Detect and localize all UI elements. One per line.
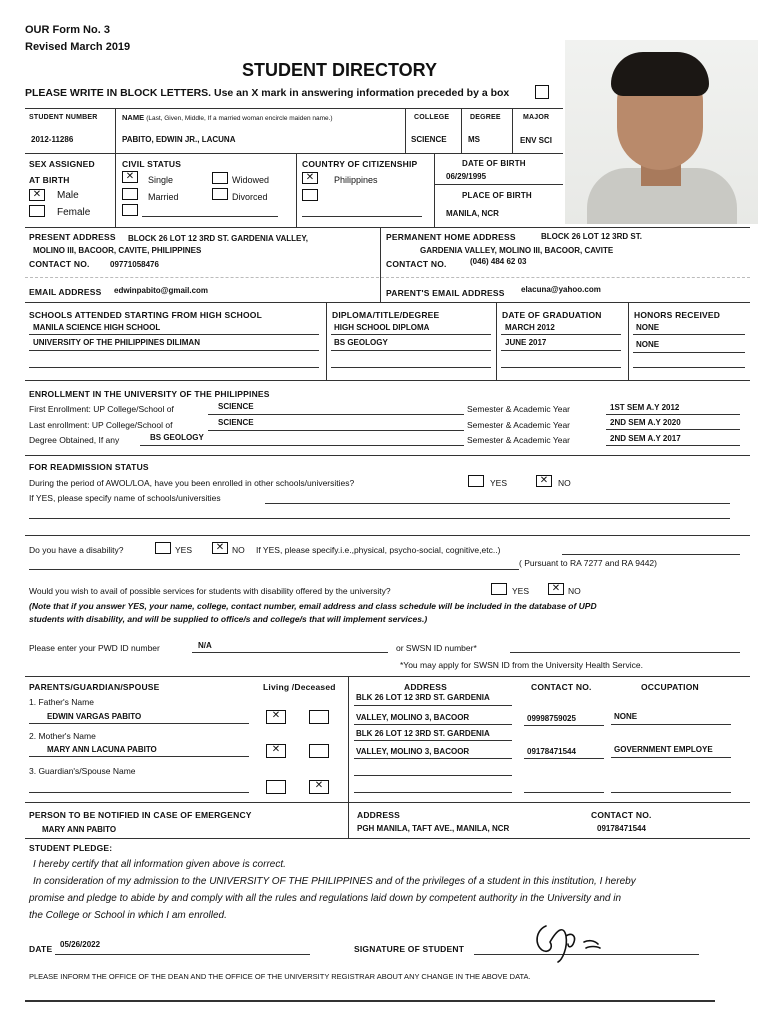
signature-label: SIGNATURE OF STUDENT — [354, 944, 465, 954]
first-sem-value[interactable]: 1ST SEM A.Y 2012 — [610, 403, 680, 412]
emergency-contact-label: CONTACT NO. — [591, 810, 652, 820]
present-address-line2[interactable]: MOLINO III, BACOOR, CAVITE, PHILIPPINES — [33, 246, 202, 255]
student-name[interactable]: PABITO, EDWIN JR., LACUNA — [122, 135, 236, 144]
email-label: EMAIL ADDRESS — [29, 287, 102, 297]
philippines-label: Philippines — [334, 175, 378, 185]
permanent-address-line1[interactable]: BLOCK 26 LOT 12 3RD ST. — [541, 232, 642, 241]
father-label: 1. Father's Name — [29, 697, 94, 707]
honors-row-2[interactable]: NONE — [636, 340, 660, 349]
degree-value[interactable]: MS — [468, 135, 480, 144]
mother-living-checkbox[interactable] — [266, 744, 286, 758]
other-citizenship-checkbox[interactable] — [302, 189, 318, 201]
services-note-2: students with disability, and will be supplied to office/s and college/s that will implement services.) — [29, 614, 428, 624]
disability-specify: If YES, please specify.i.e.,physical, psycho-social, cognitive,etc..) — [256, 545, 501, 555]
awol-no-label: NO — [558, 478, 571, 488]
living-col-label: Living /Deceased — [263, 682, 336, 692]
widowed-label: Widowed — [232, 175, 270, 185]
honors-row-1[interactable]: NONE — [636, 323, 660, 332]
last-enrollment-value[interactable]: SCIENCE — [218, 418, 254, 427]
school-row-2[interactable]: UNIVERSITY OF THE PHILIPPINES DILIMAN — [33, 338, 200, 347]
guardian-living-checkbox[interactable] — [266, 780, 286, 794]
specify-schools-label: If YES, please specify name of schools/universities — [29, 493, 221, 503]
contact-no-value[interactable]: 09771058476 — [110, 260, 159, 269]
mother-deceased-checkbox[interactable] — [309, 744, 329, 758]
male-checkbox[interactable] — [29, 189, 45, 201]
occupation-col-label: OCCUPATION — [641, 682, 699, 692]
degree-sem-value[interactable]: 2ND SEM A.Y 2017 — [610, 434, 681, 443]
married-label: Married — [148, 192, 179, 202]
services-no-label: NO — [568, 586, 581, 596]
mother-occupation[interactable]: GOVERNMENT EMPLOYE — [614, 745, 713, 754]
last-sem-value[interactable]: 2ND SEM A.Y 2020 — [610, 418, 681, 427]
other-status-checkbox[interactable] — [122, 204, 138, 216]
father-occupation[interactable]: NONE — [614, 712, 638, 721]
degree-label: DEGREE — [470, 114, 501, 121]
contact-no-label: CONTACT NO. — [29, 259, 90, 269]
college-label: COLLEGE — [414, 114, 450, 121]
page-title: STUDENT DIRECTORY — [242, 60, 438, 80]
awol-no-checkbox[interactable] — [536, 475, 552, 487]
student-number-label: STUDENT NUMBER — [29, 114, 98, 121]
pledge-line-2: In consideration of my admission to the UNIVERSITY OF THE PHILIPPINES and of the privileges of a student in this institution, I hereby — [33, 876, 636, 887]
degree-obtained-label: Degree Obtained, If any — [29, 435, 120, 445]
permanent-address-line2[interactable]: GARDENIA VALLEY, MOLINO III, BACOOR, CAVITE — [420, 246, 614, 255]
male-label: Male — [57, 190, 79, 201]
mother-name[interactable]: MARY ANN LACUNA PABITO — [47, 745, 157, 754]
services-yes-checkbox[interactable] — [491, 583, 507, 595]
disability-no-checkbox[interactable] — [212, 542, 228, 554]
services-yes-label: YES — [512, 586, 530, 596]
father-address-1[interactable]: BLK 26 LOT 12 3RD ST. GARDENIA — [356, 693, 490, 702]
widowed-checkbox[interactable] — [212, 172, 228, 184]
diploma-col-label: DIPLOMA/TITLE/DEGREE — [332, 310, 440, 320]
emergency-label: PERSON TO BE NOTIFIED IN CASE OF EMERGENCY — [29, 810, 252, 820]
father-living-checkbox[interactable] — [266, 710, 286, 724]
awol-yes-checkbox[interactable] — [468, 475, 484, 487]
father-contact[interactable]: 09998759025 — [527, 714, 576, 723]
disability-yes-label: YES — [175, 545, 193, 555]
contact-col-label: CONTACT NO. — [531, 682, 592, 692]
contact-no-value-2[interactable]: (046) 484 62 03 — [470, 257, 527, 266]
father-deceased-checkbox[interactable] — [309, 710, 329, 724]
pledge-title: STUDENT PLEDGE: — [29, 843, 113, 853]
emergency-contact[interactable]: 09178471544 — [597, 824, 646, 833]
swsn-label: or SWSN ID number* — [396, 643, 477, 653]
disability-no-label: NO — [232, 545, 245, 555]
readmission-title: FOR READMISSION STATUS — [29, 462, 149, 472]
student-number[interactable]: 2012-11286 — [31, 135, 74, 144]
pledge-line-3: promise and pledge to abide by and comply with all the rules and regulations laid down by competent authority in the University and in — [29, 893, 622, 904]
pledge-line-1: I hereby certify that all information given above is correct. — [33, 859, 286, 870]
services-no-checkbox[interactable] — [548, 583, 564, 595]
diploma-row-2[interactable]: BS GEOLOGY — [334, 338, 388, 347]
female-checkbox[interactable] — [29, 205, 45, 217]
mother-contact[interactable]: 09178471544 — [527, 747, 576, 756]
pwd-value[interactable]: N/A — [198, 641, 212, 650]
pob-value[interactable]: MANILA, NCR — [446, 209, 499, 218]
services-note-1: (Note that if you answer YES, your name, college, contact number, email address and class schedule will be included in the database of UPD — [29, 601, 597, 611]
female-label: Female — [57, 207, 91, 218]
sem-label-1: Semester & Academic Year — [467, 404, 571, 414]
guardian-deceased-checkbox[interactable] — [309, 780, 329, 794]
name-label: NAME (Last, Given, Middle, If a married woman encircle maiden name.) — [122, 113, 333, 122]
honors-col-label: HONORS RECEIVED — [634, 310, 721, 320]
pob-label: PLACE OF BIRTH — [462, 191, 532, 200]
last-enrollment-label: Last enrollment: UP College/School of — [29, 420, 173, 430]
major-value[interactable]: ENV SCI — [520, 136, 553, 145]
form-number: OUR Form No. 3 — [25, 24, 110, 36]
emergency-name[interactable]: MARY ANN PABITO — [42, 825, 117, 834]
disability-yes-checkbox[interactable] — [155, 542, 171, 554]
first-enrollment-value[interactable]: SCIENCE — [218, 402, 254, 411]
awol-question: During the period of AWOL/LOA, have you been enrolled in other schools/universities? — [29, 478, 355, 488]
degree-obtained-value[interactable]: BS GEOLOGY — [150, 433, 204, 442]
dob-label: DATE OF BIRTH — [462, 159, 526, 168]
enrollment-title: ENROLLMENT IN THE UNIVERSITY OF THE PHILIPPINES — [29, 389, 270, 399]
pledge-line-4: the College or School in which I am enrolled. — [29, 910, 227, 921]
father-name[interactable]: EDWIN VARGAS PABITO — [47, 712, 142, 721]
guardian-label: 3. Guardian's/Spouse Name — [29, 766, 136, 776]
sex-label-2: AT BIRTH — [29, 175, 70, 185]
single-checkbox[interactable] — [122, 171, 138, 183]
present-address-line1[interactable]: BLOCK 26 LOT 12 3RD ST. GARDENIA VALLEY, — [128, 234, 309, 243]
student-photo — [565, 40, 758, 224]
pursuant-note: ( Pursuant to RA 7277 and RA 9442) — [519, 558, 657, 568]
civil-status-label: CIVIL STATUS — [122, 159, 182, 169]
philippines-checkbox[interactable] — [302, 172, 318, 184]
father-address-2[interactable]: VALLEY, MOLINO 3, BACOOR — [356, 713, 470, 722]
sex-label-1: SEX ASSIGNED — [29, 159, 95, 169]
date-label: DATE — [29, 944, 53, 954]
married-checkbox[interactable] — [122, 188, 138, 200]
emergency-address[interactable]: PGH MANILA, TAFT AVE., MANILA, NCR — [357, 824, 510, 833]
form-revised: Revised March 2019 — [25, 41, 131, 53]
parents-col-label: PARENTS/GUARDIAN/SPOUSE — [29, 682, 160, 692]
graduation-col-label: DATE OF GRADUATION — [502, 310, 602, 320]
date-row-1[interactable]: MARCH 2012 — [505, 323, 555, 332]
date-value[interactable]: 05/26/2022 — [60, 940, 101, 949]
parent-email-value[interactable]: elacuna@yahoo.com — [521, 285, 601, 294]
parent-email-label: PARENT'S EMAIL ADDRESS — [386, 288, 505, 298]
swsn-note: *You may apply for SWSN ID from the University Health Service. — [400, 660, 643, 670]
diploma-row-1[interactable]: HIGH SCHOOL DIPLOMA — [334, 323, 430, 332]
pwd-label: Please enter your PWD ID number — [29, 643, 160, 653]
divorced-checkbox[interactable] — [212, 188, 228, 200]
sem-label-2: Semester & Academic Year — [467, 420, 571, 430]
permanent-address-label: PERMANENT HOME ADDRESS — [386, 232, 516, 242]
college-value[interactable]: SCIENCE — [411, 135, 447, 144]
mother-address-2[interactable]: VALLEY, MOLINO 3, BACOOR — [356, 747, 470, 756]
dob-value[interactable]: 06/29/1995 — [446, 172, 487, 181]
single-label: Single — [148, 175, 174, 185]
address-col-label: ADDRESS — [404, 682, 447, 692]
sample-box — [535, 85, 549, 99]
citizenship-label: COUNTRY OF CITIZENSHIP — [302, 159, 418, 169]
major-label: MAJOR — [523, 114, 550, 121]
mother-address-1[interactable]: BLK 26 LOT 12 3RD ST. GARDENIA — [356, 729, 490, 738]
emergency-address-label: ADDRESS — [357, 810, 400, 820]
instruction: PLEASE WRITE IN BLOCK LETTERS. Use an X mark in answering information preceded by a box — [25, 87, 510, 99]
services-question: Would you wish to avail of possible services for students with disability offered by the university? — [29, 586, 391, 596]
student-signature — [528, 918, 608, 964]
contact-no-label-2: CONTACT NO. — [386, 259, 447, 269]
divorced-label: Divorced — [232, 192, 268, 202]
disability-question: Do you have a disability? — [29, 545, 124, 555]
sem-label-3: Semester & Academic Year — [467, 435, 571, 445]
present-address-label: PRESENT ADDRESS — [29, 232, 116, 242]
first-enrollment-label: First Enrollment: UP College/School of — [29, 404, 174, 414]
footer-note: PLEASE INFORM THE OFFICE OF THE DEAN AND THE OFFICE OF THE UNIVERSITY REGISTRAR ABOUT ANY CHANGE IN THE ABOVE DATA. — [29, 972, 531, 981]
schools-col-label: SCHOOLS ATTENDED STARTING FROM HIGH SCHOOL — [29, 310, 263, 320]
school-row-1[interactable]: MANILA SCIENCE HIGH SCHOOL — [33, 323, 161, 332]
mother-label: 2. Mother's Name — [29, 731, 96, 741]
date-row-2[interactable]: JUNE 2017 — [505, 338, 547, 347]
awol-yes-label: YES — [490, 478, 508, 488]
email-value[interactable]: edwinpabito@gmail.com — [114, 286, 209, 295]
